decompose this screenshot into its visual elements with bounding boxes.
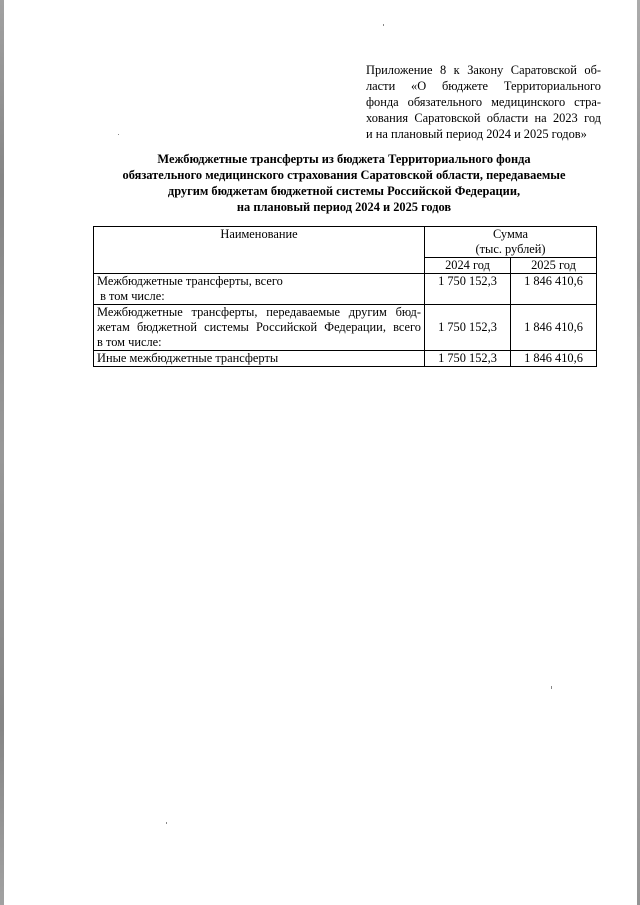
- table-header-row: [94, 227, 597, 258]
- scan-speck: [551, 686, 552, 689]
- table-row: [94, 305, 597, 351]
- row-name-line: Межбюджетные трансферты, передаваемые другим бюд-: [97, 305, 421, 319]
- row-name: [94, 274, 425, 305]
- row-name: [94, 351, 425, 367]
- header-sum: [425, 227, 597, 258]
- row-value-2025: 1 846 410,6: [511, 351, 597, 367]
- title-line: на плановый период 2024 и 2025 годов: [236, 200, 452, 214]
- appendix-line: Приложение 8 к Закону Саратовской об-: [366, 63, 601, 77]
- header-year-2024: 2024 год: [425, 258, 511, 274]
- title-line: Межбюджетные трансферты из бюджета Территориального фонда: [157, 152, 531, 166]
- scan-speck: [166, 822, 167, 824]
- row-value-2024: 1 750 152,3: [425, 274, 511, 305]
- scan-edge-left: [0, 0, 4, 905]
- appendix-note: [366, 62, 601, 142]
- row-name-line: в том числе:: [97, 289, 165, 303]
- row-name: [94, 305, 425, 351]
- row-value-2024: 1 750 152,3: [425, 305, 511, 351]
- header-year-2025: 2025 год: [511, 258, 597, 274]
- header-sum-unit: (тыс. рублей): [475, 242, 546, 256]
- document-title: [90, 151, 598, 215]
- appendix-line: хования Саратовской области на 2023 год: [366, 111, 601, 125]
- row-name-line: в том числе:: [97, 335, 162, 349]
- table-row: [94, 274, 597, 305]
- table-row: [94, 351, 597, 367]
- header-name: Наименование: [94, 227, 425, 274]
- row-value-2025: 1 846 410,6: [511, 305, 597, 351]
- scan-speck: [118, 134, 119, 135]
- title-line: другим бюджетам бюджетной системы Российской Федерации,: [167, 184, 521, 198]
- transfers-table: [93, 226, 597, 367]
- appendix-line: и на плановый период 2024 и 2025 годов»: [366, 127, 587, 141]
- row-name-line: Межбюджетные трансферты, всего: [97, 274, 283, 288]
- row-value-2024: 1 750 152,3: [425, 351, 511, 367]
- header-sum-label: Сумма: [492, 227, 529, 241]
- row-name-line: жетам бюджетной системы Российской Федерации, всего: [97, 320, 421, 334]
- row-name-line: Иные межбюджетные трансферты: [97, 351, 279, 365]
- row-value-2025: 1 846 410,6: [511, 274, 597, 305]
- appendix-line: фонда обязательного медицинского стра-: [366, 95, 601, 109]
- title-line: обязательного медицинского страхования Саратовской области, передаваемые: [122, 168, 566, 182]
- scan-speck: [383, 24, 384, 26]
- appendix-line: ласти «О бюджете Территориального: [366, 79, 601, 93]
